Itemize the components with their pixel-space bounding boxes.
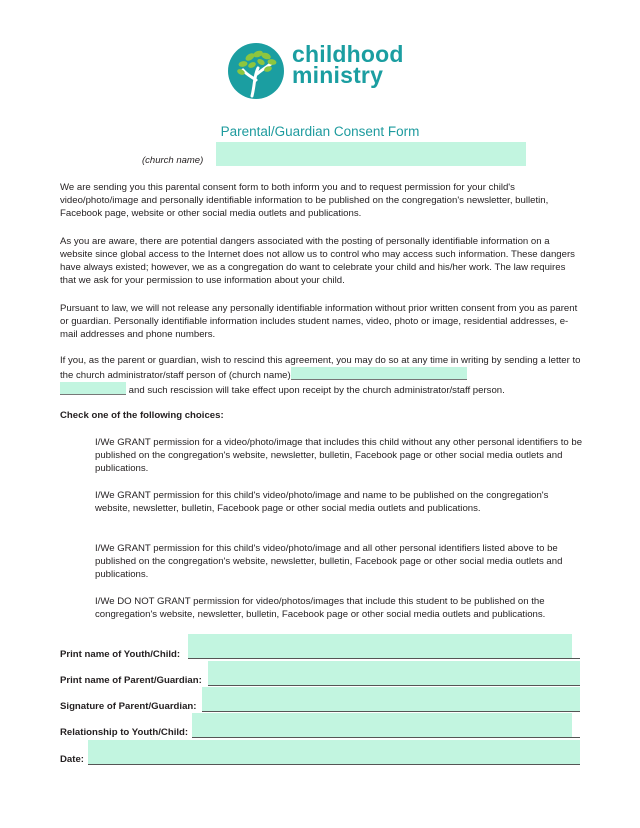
parent-signature-label: Signature of Parent/Guardian: [60, 701, 197, 712]
parent-name-field[interactable] [208, 661, 580, 685]
rescind-paragraph [60, 354, 584, 397]
parent-signature-line [202, 711, 580, 712]
rescind-church-name-field-cont[interactable] [60, 382, 126, 395]
date-label: Date: [60, 754, 84, 765]
tree-icon [228, 36, 284, 106]
choice-option-2[interactable]: I/We GRANT permission for this child's video/photo/image and name to be published on the congregation's website, newsletter, bulletin, Facebook page or other social media outlets and publications. [95, 490, 549, 514]
intro-paragraph: We are sending you this parental consent form to both inform you and to request permission for your child's video/photo/image and personally identifiable information to be published on the congregation's newsletter, bulletin, Facebook page, website or other social media outlets and publications. [60, 182, 549, 219]
choices-heading: Check one of the following choices: [60, 410, 224, 421]
law-paragraph: Pursuant to law, we will not release any personally identifiable information without prior written consent from you as parent or guardian. Personally identifiable information includes student names, video, photo or image, residential addresses, e-mail addresses and phone numbers. [60, 303, 578, 340]
rescind-text-2: and such rescission will take effect upon receipt by the church administrator/staff person. [126, 385, 505, 396]
choice-option-3[interactable]: I/We GRANT permission for this child's video/photo/image and all other personal identifiers listed above to be published on the congregation's website, newsletter, bulletin, Facebook page or other social media outlets and publications. [95, 543, 563, 580]
relationship-field[interactable] [192, 713, 572, 737]
parent-name-label: Print name of Parent/Guardian: [60, 675, 202, 686]
parent-signature-field[interactable] [202, 687, 580, 711]
relationship-line [192, 737, 580, 738]
youth-name-field[interactable] [188, 634, 572, 658]
date-field[interactable] [88, 740, 580, 764]
date-line [88, 764, 580, 765]
parent-name-line [208, 685, 580, 686]
childhood-ministry-logo [228, 36, 428, 108]
choice-option-4[interactable]: I/We DO NOT GRANT permission for video/photos/images that include this student to be published on the congregation's website, newsletter, bulletin, Facebook page or other social media outlets and publications. [95, 596, 546, 620]
logo-line-1: childhood [292, 41, 404, 67]
logo-wordmark [292, 41, 404, 88]
youth-name-label: Print name of Youth/Child: [60, 649, 181, 660]
youth-name-line [188, 658, 580, 659]
choice-option-1[interactable]: I/We GRANT permission for a video/photo/image that includes this child without any other personal identifiers to be published on the congregation's website, newsletter, bulletin, Facebook page or other social media outlets and publications. [95, 437, 583, 474]
dangers-paragraph: As you are aware, there are potential dangers associated with the posting of personally identifiable information on a website since global access to the Internet does not allow us to control who may access such information. These dangers have always existed; however, we as a congregation do want to celebrate your child and his/her work. The law requires that we ask for your permission to use information about your child. [60, 236, 575, 286]
rescind-text-1: If you, as the parent or guardian, wish to rescind this agreement, you may do so at any time in writing by sending a letter to the church administrator/staff person of (church name) [60, 355, 581, 381]
church-name-label: (church name) [142, 155, 204, 166]
form-title: Parental/Guardian Consent Form [220, 124, 420, 139]
church-name-field[interactable] [216, 142, 526, 166]
rescind-church-name-field[interactable] [291, 367, 467, 380]
relationship-label: Relationship to Youth/Child: [60, 727, 189, 738]
logo-line-2: ministry [292, 62, 384, 88]
